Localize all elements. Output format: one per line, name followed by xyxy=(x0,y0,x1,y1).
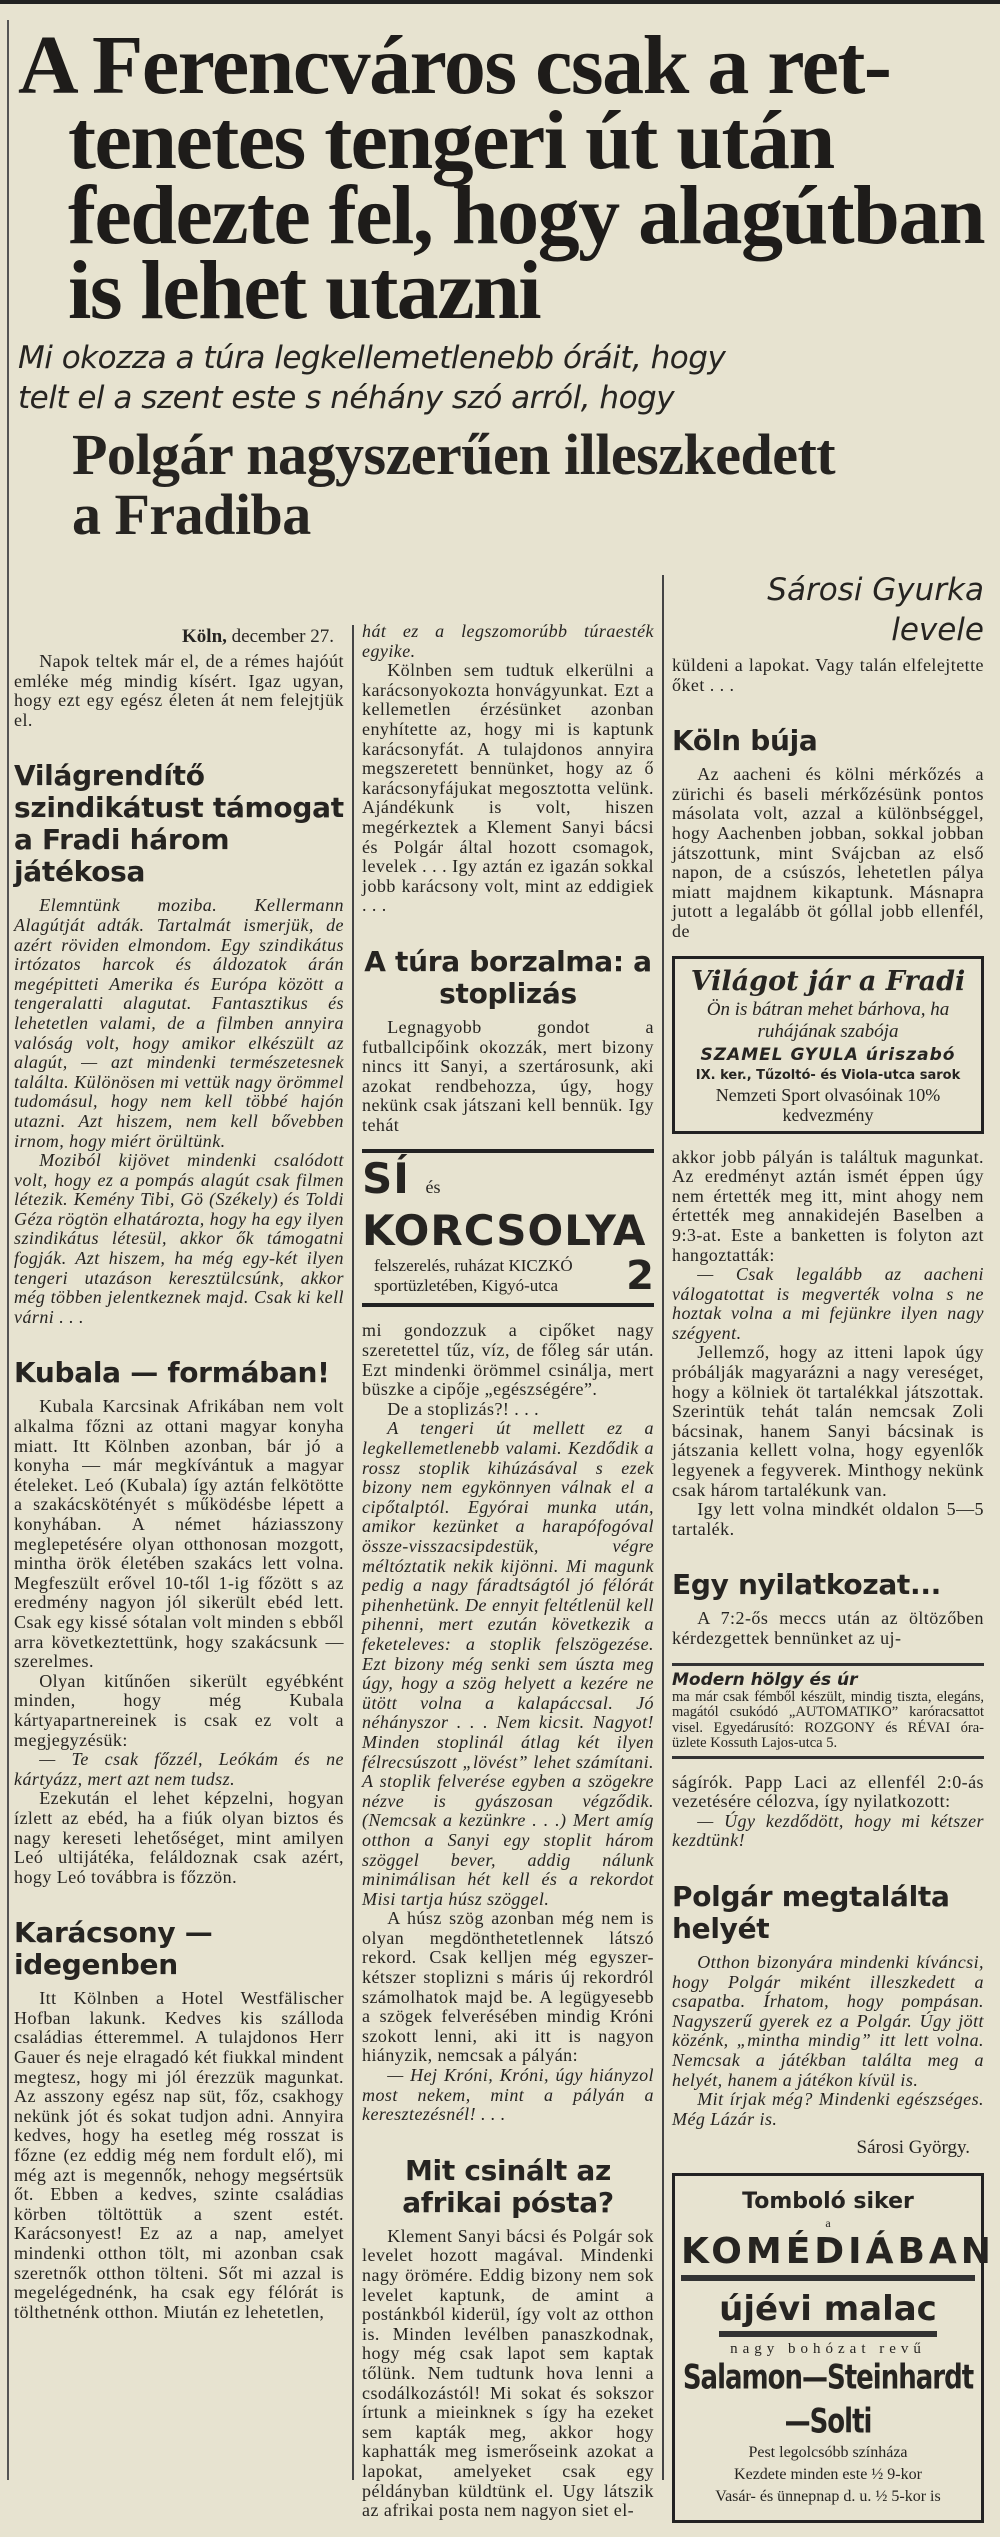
article-paragraph: Itt Kölnben a Hotel Westfälischer Hofban lakunk. Kedves kis szálloda családias étteremmel. A tulajdonos Herr Gauer és neje elragadó két fiukkal mindent megtesz, hogy mi jól érezzük magunkat. Az asszony egész nap süt, főz, csakhogy nekünk jót és sokat tudjon adni. Annyira kedves, hogy ha esetleg még rosszat is főzne (ez eddig még nem fordult elő), mi még azt is megennők, nehogy megsértsük őt. Ebben a kedves, szinte családias körben töltöttük a szent estét. Karácsonyest! Ez az a nap, amelyet mindenki otthon tölt, mi azonban csak szeretnők otthon tölteni. Sőt mi azzal is megelégednénk, ha csak egy félórát is tölthetnénk otthon. Miután ez lehetetlen, xyxy=(14,1988,344,2322)
ad-line: Tomboló siker xyxy=(742,2189,914,2215)
article-paragraph: A 7:2-ős meccs után az öltözőben kérdezgettek bennünket az uj- xyxy=(672,1608,984,1648)
ad-word: KORCSOLYA xyxy=(362,1206,647,1256)
article-paragraph: Mit írjak még? Mindenki egészséges. Még Lázár is. xyxy=(672,2089,984,2129)
section-heading: Egy nyilatkozat... xyxy=(672,1568,942,1602)
column-divider xyxy=(662,575,664,2480)
advertisement-tailor xyxy=(672,956,984,1134)
dateline xyxy=(14,626,334,648)
article-paragraph: — Úgy kezdődött, hogy mi kétszer kezdtünk! xyxy=(672,1810,984,1851)
ad-word: SÍ xyxy=(362,1154,410,1204)
letter-kicker: Sárosi Gyurka levele xyxy=(767,572,984,648)
article-paragraph: Kölnben sem tudtuk elkerülni a karácsonyokozta honvágyunkat. Ezt a kellemetlen érzésünket azonban enyhítette az, hogy mi is kaptunk karácsonyfát. A tulajdonos annyira megszeretett bennünket, hogy az ő karácsonyfájukat megosztotta velünk. Ajándékunk is volt, hiszen megérkeztek a Klement Sanyi bácsi és Polgár által hozott csomagok, levelek . . . Igy aztán ez igazán sokkal jobb karácsony volt, mint az eddigiek . . . xyxy=(362,660,654,916)
subhead-line: Polgár nagyszerűen illeszkedett xyxy=(72,422,836,487)
ad-title xyxy=(362,1154,654,1256)
dateline-date: december 27. xyxy=(231,626,334,647)
headline-line: fedezte fel, hogy alagútban xyxy=(68,169,985,262)
ad-line: Vasár- és ünnepnap d. u. ½ 5-kor is xyxy=(715,2488,941,2506)
ad-text: ma már csak fémből készült, mindig tiszta, elegáns, magától csukódó „AUTOMATIKO” karóracsattot visel. Egyedárusító: ROZGONY és RÉVAI óra-üzlete Kossuth Lajos-utca 5. xyxy=(672,1688,984,1752)
ad-line: Nemzeti Sport olvasóinak 10% kedvezmény xyxy=(715,1084,941,1125)
subtitle-line: telt el a szent este s néhány szó arról, hogy xyxy=(18,380,675,416)
article-paragraph: küldeni a lapokat. Vagy talán elfelejtette őket . . . xyxy=(672,655,984,695)
section-heading: Kubala — formában! xyxy=(14,1356,330,1390)
article-paragraph: akkor jobb pályán is találtuk magunkat. Az eredményt aztán ismét éppen úgy nem értették meg itt, mint ahogy nem értették meg annakidején Baselben a 9:3-at. Este a banketten is folyton azt hangoztatták: xyxy=(672,1146,984,1265)
article-paragraph: De a stoplizás?! . . . xyxy=(387,1398,540,1419)
subtitle xyxy=(18,338,725,418)
ad-line: nagy bohózat revű xyxy=(730,2341,926,2358)
section-heading: Mit csinált az afrikai pósta? xyxy=(402,2153,614,2219)
article-paragraph: Elemntünk moziba. Kellermann Alagútját adták. Tartalmát ismerjük, de azért röviden elmondom. Egy szindikátus irtózatos harcok és áldozatok árán megépitteti Amerika és Európa között a tengeralatti alagutat. Fantasztikus és lehetetlen valami, de a filmben annyira valóság volt, hogy amikor elkészült az alagút, — azt mindenki természetesnek találta. Különösen mi vettük nagy örömmel tudomásul, hogy nem kell többé hajón utazni. Azt hiszem, nem kell bővebben irnom, hogy miért örültünk. xyxy=(14,895,344,1151)
section-heading: Világrendítő szindikátust támogat a Fradi három játékosa xyxy=(14,759,344,889)
article-paragraph: Legnagyobb gondot a futballcipőink okozzák, mert bizony nincs itt Sanyi, a szertárosunk, aki azokat rendbehozza, úgy, hogy nekünk csak játszani kell bennük. Igy tehát xyxy=(362,1016,654,1135)
subheadline xyxy=(72,422,836,547)
article-paragraph: A tengeri út mellett ez a legkellemetlenebb valami. Kezdődik a rossz stoplik kihúzásával s ezek bizony nem egykönnyen válnak el a cipőtalptól. Egyórai munka után, amikor kezünket a harapófogóval össze-visszacsipdestük, végre méltóztatik nekik kijönni. Mi magunk pedig a nagy fáradtságtól jó félórát pihenhetünk. De ennyit feltétlenül kell pihenni, mert ezután következik a feketeleves: a stoplik felszögezése. Ezt bizony még senki sem úszta meg úgy, hogy a szög helyett a kezére ne ütött volna a kalapáccsal. Jó néhányszor . . . Nem kicsit. Nagyot! Minden stoplinál átlag két ilyen félrecsúszott „lövést” lehet számítani. A stoplik felverése egyben a szögekre nézve is gyászosan végződik. (Nemcsak a kezünkre . . .) Mert amíg otthon a Sanyi egy stoplit három szöggel bever, addig nálunk minimálisan hét kell és a rekordot Misi tartja húsz szöggel. xyxy=(362,1418,654,1909)
top-rule xyxy=(0,0,1000,4)
article-paragraph: Az aacheni és kölni mérkőzés a zürichi és baseli mérkőzésünk pontos másolata volt, azzal a különbséggel, hogy Aachenben jobban, sokkal jobban játszottunk, mint Svájcban az első napon, de a csúszós, lehetetlen pálya miatt majdnem kikaptunk. Másnapra jutott a legalább öt góllal jobb ellenfél, de xyxy=(672,764,984,941)
headline-line: tenetes tengeri út után xyxy=(68,94,834,187)
article-paragraph: — Te csak főzzél, Leókám és ne kártyázz, mert azt nem tudsz. xyxy=(14,1749,344,1789)
ad-text: felszerelés, ruházat KICZKÓ sportüzletében, Kigyó-utca xyxy=(374,1256,573,1296)
article-paragraph: Jellemző, hogy az itteni lapok úgy próbálják magyarázni a nagy vereséget, hogy a kölniek öt tartalékkal játszottak. Szerintük tehát talán nemcsak Zoli bácsinak, hanem Sanyi bácsinak is játszania kellett volna, hogy egyenlők legyenek a fegyverek. Minthogy nekünk csak három tartalékunk van. xyxy=(672,1342,984,1500)
dateline-place: Köln, xyxy=(182,626,227,647)
ad-line: Salamon—Steinhardt—Solti xyxy=(682,2358,974,2442)
advertisement-watch xyxy=(672,1663,984,1759)
article-paragraph: Igy lett volna mindkét oldalon 5—5 tartalék. xyxy=(672,1499,984,1539)
ad-line: a xyxy=(825,2216,831,2231)
ad-line: KOMÉDIÁBAN xyxy=(681,2231,975,2281)
section-heading: Karácsony — idegenben xyxy=(14,1916,213,1982)
article-paragraph: — Csak legalább az aacheni válogatottat is megverték volna s ne hoztak volna a mi fejünkre ilyen nagy szégyent. xyxy=(672,1264,984,1343)
ad-line: Kezdete minden este ½ 9-kor xyxy=(734,2466,922,2484)
main-headline xyxy=(18,19,985,337)
article-paragraph: hát ez a legszomorúbb túraesték egyike. xyxy=(362,621,654,661)
article-paragraph: Ezekután el lehet képzelni, hogyan ízlett az ebéd, ha a fiúk olyan biztos és nagy kereseti lehetőséget, mint amilyen Leó ultijátéka, feláldoznak csak azért, hogy Leó továbbra is főzzön. xyxy=(14,1788,344,1887)
left-rule xyxy=(7,20,9,2480)
ad-line: Pest legolcsóbb színháza xyxy=(748,2444,908,2462)
ad-line: IX. ker., Tűzoltó- és Viola-utca sarok xyxy=(695,1067,961,1083)
advertisement-theatre xyxy=(672,2173,995,2523)
headline-line: is lehet utazni xyxy=(68,244,541,337)
section-heading: Polgár megtalálta helyét xyxy=(672,1879,950,1945)
subhead-line: a Fradiba xyxy=(72,482,311,547)
headline-line: A Ferencváros csak a ret- xyxy=(18,19,891,112)
ad-title: Modern hölgy és úr xyxy=(672,1669,858,1690)
ad-line: újévi malac xyxy=(719,2287,937,2337)
article-paragraph: mi gondozzuk a cipőket nagy szeretettel tűz, víz, de főleg sár után. Ezt mindenki örömmel csinálja, mert büszke a cipője „egészségére”. xyxy=(362,1320,654,1400)
article-paragraph: Napok teltek már el, de a rémes hajóút emléke még mindig kísért. Igaz ugyan, hogy ezt egy egész életen át nem felejtjük el. xyxy=(14,651,344,730)
column-1 xyxy=(14,618,344,2322)
subtitle-line: Mi okozza a túra legkellemetlenebb óráit, hogy xyxy=(18,340,726,376)
ad-number: 2 xyxy=(626,1253,654,1300)
article-paragraph: A húsz szög azonban még nem is olyan megdönthetetlennek látszó rekord. Csak kelljen még egyszer-kétszer stoplizni s máris új rekordról számolhatok majd be. A legügyesebb a szögek felverésében mindig Króni szokott lenni, aki itt is nagyon hiányzik, nemcsak a pályán: xyxy=(362,1908,654,2066)
ad-line: Ön is bátran mehet bárhova, ha ruhájának szabója xyxy=(706,998,950,1042)
article-paragraph: Kubala Karcsinak Afrikában nem volt alkalma főzni az ottani magyar konyha miatt. Itt Kölnben azonban, bár jó a konyha — már megkívántuk a magyar ételeket. Leó (Kubala) így aztán felkötötte a szakácskötényét s működésbe lépett a konyhában. A német háziasszony meglepetésére olyan otthonosan mozgott, mintha örök életében szakács lett volna. Megfeszült erővel 10-től 1-ig főzött s az eredmény nagyon jól sikerült ebéd lett. Csak egy kissé sótalan volt minden s ebből arra következtettünk, hogy szakácsunk — szerelmes. xyxy=(14,1396,344,1672)
article-paragraph: ságírók. Papp Laci az ellenfél 2:0-ás vezetésére célozva, így nyilatkozott: xyxy=(672,1771,984,1812)
ad-line: SZAMEL GYULA úriszabó xyxy=(700,1044,956,1065)
article-paragraph: Olyan kitűnően sikerült egyébként minden, hogy még Kubala kártyapartnereinek is csak ez volt a megjegyzésük: xyxy=(14,1670,344,1750)
ad-line: Világot jár a Fradi xyxy=(690,965,966,997)
ad-body xyxy=(362,1253,654,1299)
article-paragraph: Klement Sanyi bácsi és Polgár sok levelet hozott magával. Mindenki nagy örömére. Eddig bizony nem sok levelet kaptunk, de amint a postánkból kiderül, így volt az otthon is. Minden levélben panaszkodnak, hogy még csak lapot sem kaptak tőlünk. Nem tudtunk hova lenni a csodálkozástól! Mi sokat és sokszor írtunk a mieinknek s így ha ezeket sem kapták meg, akkor hogy kaphatták meg ismerőseink azokat a lapokat, amelyeket csak egy példányban küldtünk el. Ugy látszik az afrikai posta nem nagyon siet el- xyxy=(362,2225,654,2521)
section-heading: A túra borzalma: a stoplizás xyxy=(364,944,652,1010)
article-paragraph: — Hej Króni, Króni, úgy hiányzol most nekem, mint a pályán a keresztezésnél! . . . xyxy=(362,2065,654,2125)
column-divider xyxy=(352,625,354,2480)
article-paragraph: Moziból kijövet mindenki csalódott volt, hogy ez a pompás alagút csak filmen létezik. Kemény Tibi, Gö (Székely) és Toldi Géza rögtön elhatározta, hogy ha egy ilyen szindikátus létesül, akkor ők támogatni fogják. Azt hiszem, ha még egy-két ilyen tengeri utazáson keresztülcsúnk, akkor még többen jelentkeznek majd. Csak ki kell várni . . . xyxy=(14,1150,344,1327)
column-2 xyxy=(362,622,654,2521)
article-paragraph: Otthon bizonyára mindenki kíváncsi, hogy Polgár miként illeszkedett a csapatba. Írhatom, hogy pompásan. Nagyszerű gyerek ez a Polgár. Úgy jött közénk, „mintha mindig” itt lett volna. Nemcsak a játékban találta meg a helyét, hanem a játékon kívül is. xyxy=(672,1951,984,2090)
column-3 xyxy=(672,570,995,2537)
ad-word: és xyxy=(425,1177,441,1198)
author-signature: Sárosi György. xyxy=(856,2137,970,2159)
advertisement-ski xyxy=(362,1149,654,1307)
section-heading: Köln búja xyxy=(672,724,818,758)
